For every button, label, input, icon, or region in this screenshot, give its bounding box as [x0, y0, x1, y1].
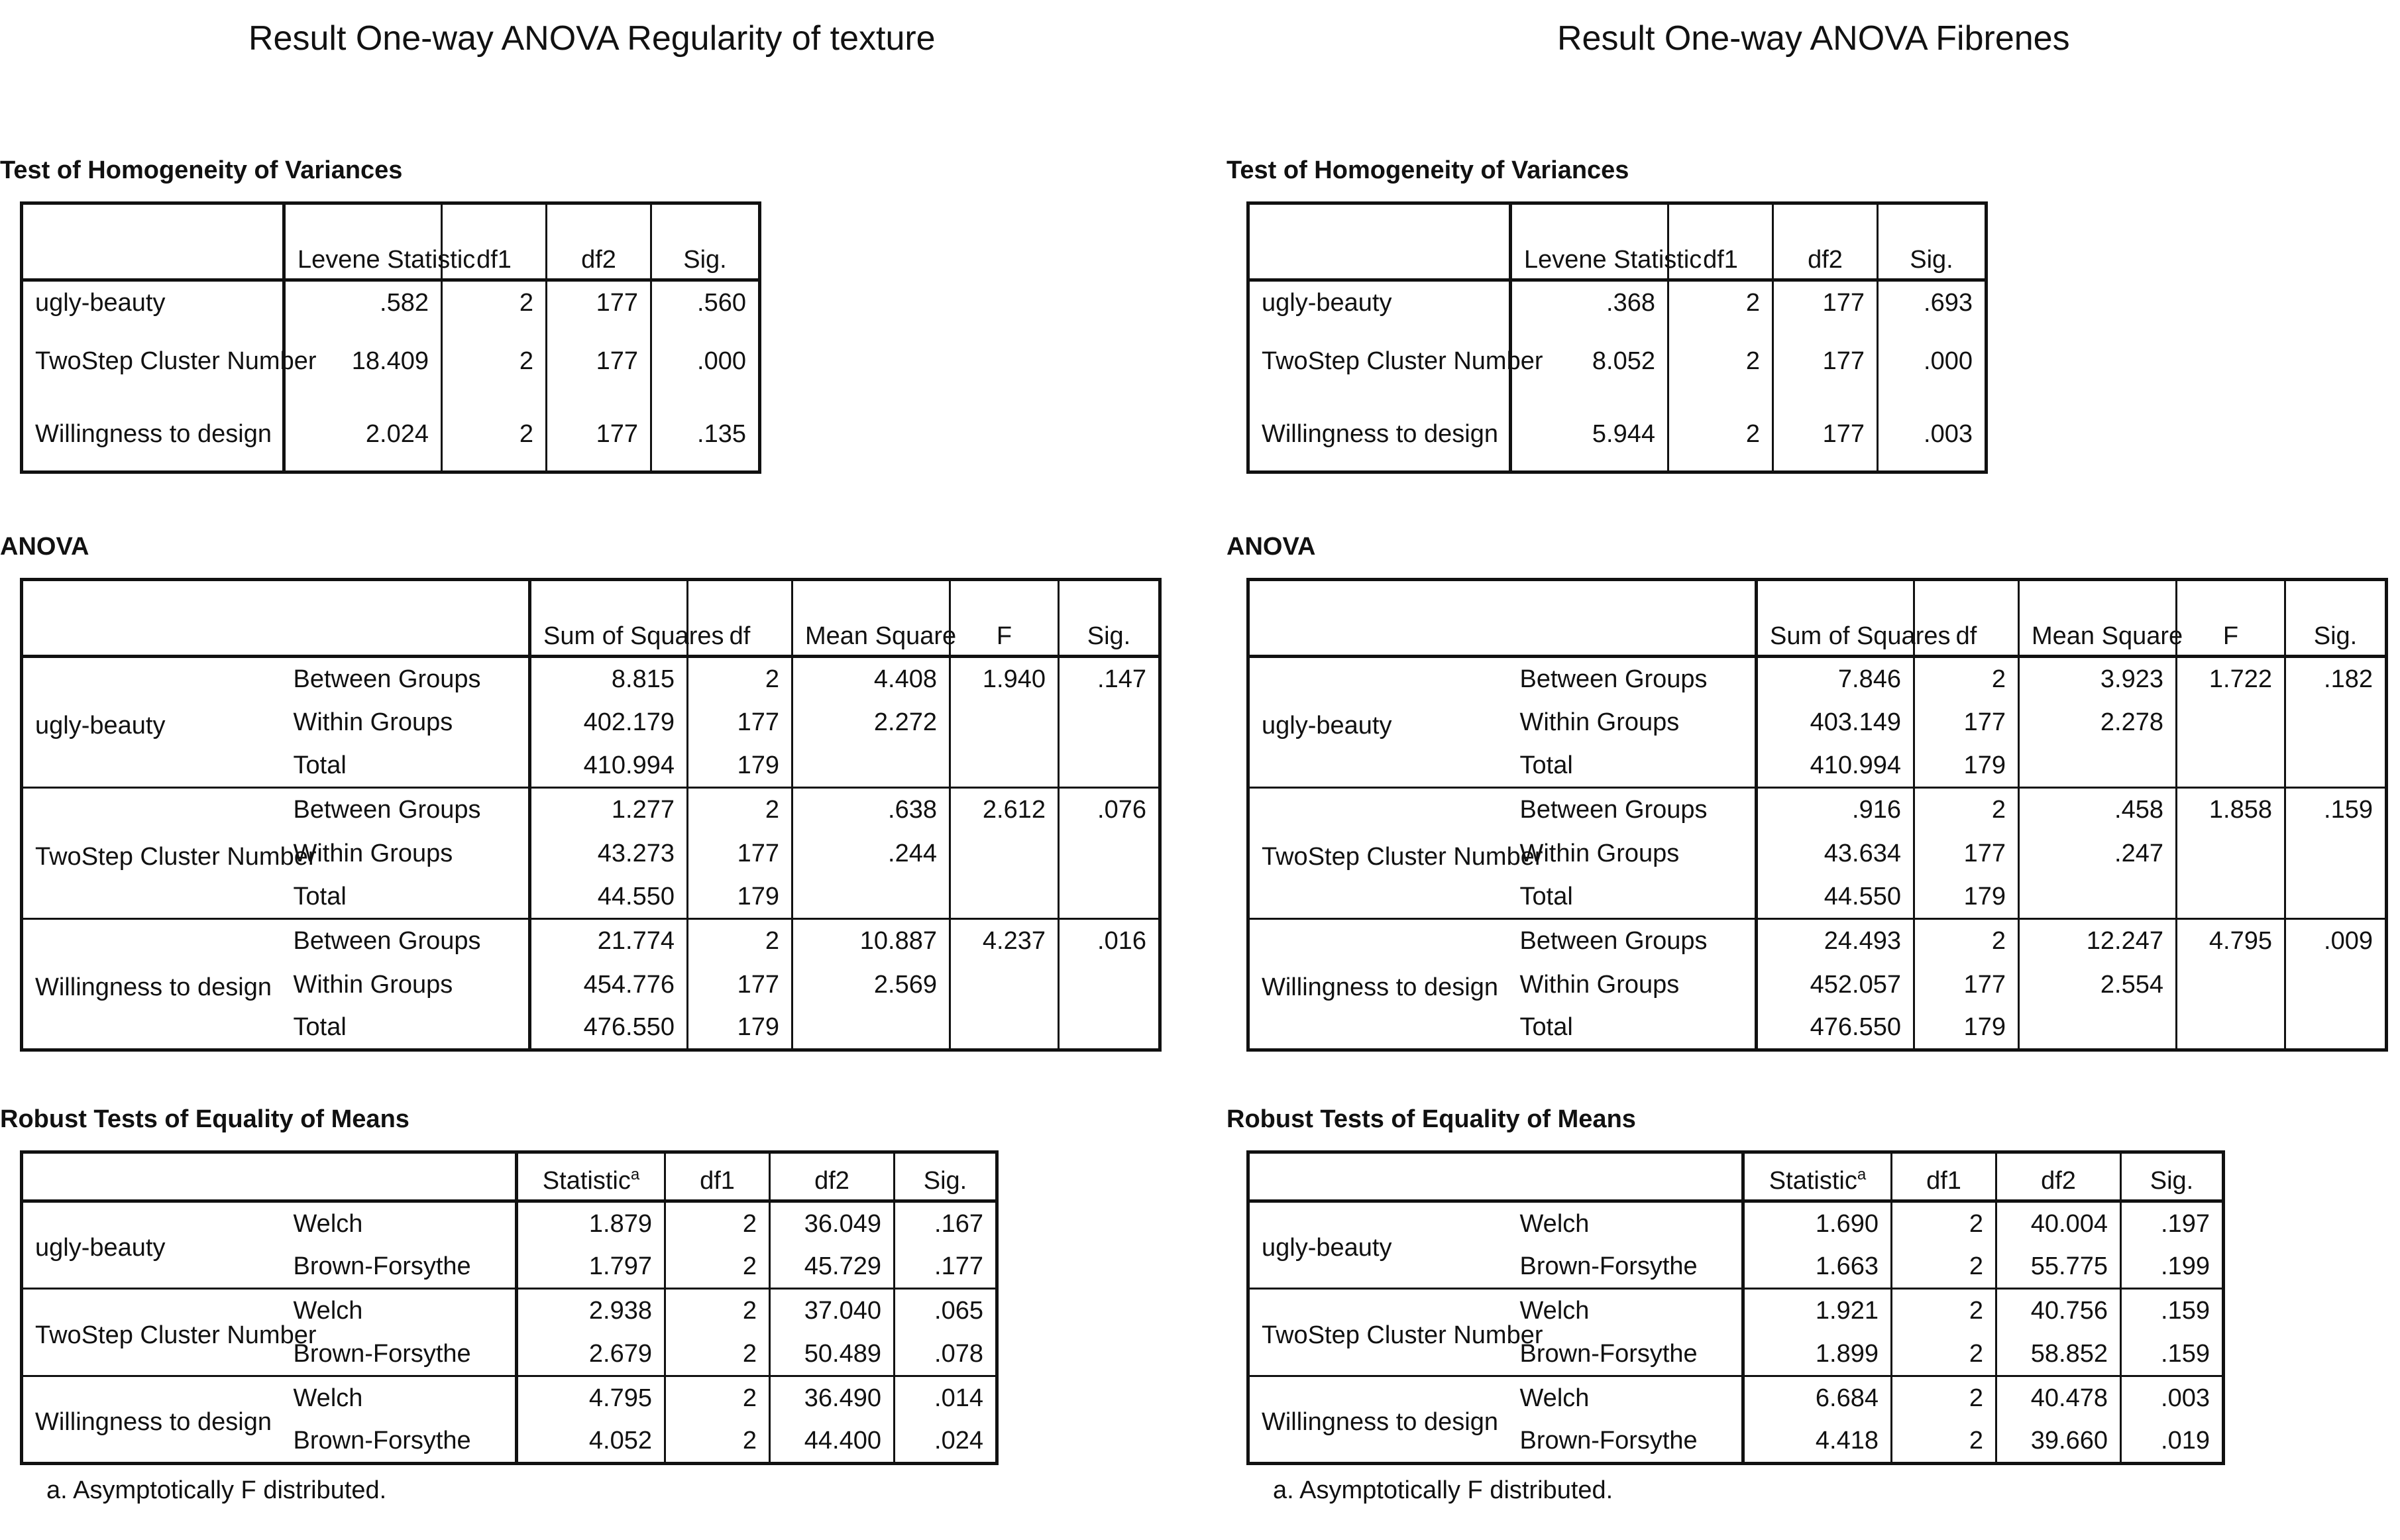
sig-value: [2285, 875, 2387, 919]
df2-value: 37.040: [770, 1289, 895, 1333]
df2-value: 40.004: [1996, 1201, 2121, 1245]
statistic-label: Statistic: [542, 1167, 631, 1195]
sig-value: .078: [895, 1333, 997, 1376]
statistic-value: 1.797: [517, 1245, 665, 1289]
df1-value: 2: [442, 280, 547, 324]
row-label: TwoStep Cluster Number: [35, 347, 317, 375]
statistic-value: 1.663: [1743, 1245, 1892, 1289]
sig-value: .147: [1059, 657, 1160, 700]
header-corner: [22, 1152, 517, 1201]
df-value: 179: [688, 744, 792, 788]
test-label: Brown-Forsythe: [293, 1339, 471, 1368]
test-label: Brown-Forsythe: [1519, 1339, 1698, 1368]
variable-label: ugly-beauty: [35, 1234, 166, 1262]
sum-of-squares-value: 7.846: [1757, 657, 1914, 700]
header-corner: [1248, 1152, 1743, 1201]
test-label: Brown-Forsythe: [1519, 1427, 1698, 1455]
anova-table: [1246, 578, 2388, 1052]
mean-square-value: 2.554: [2019, 963, 2177, 1007]
df1-value: 2: [1892, 1420, 1996, 1464]
source-label: Within Groups: [1519, 839, 1680, 867]
statistic-value: 4.418: [1743, 1420, 1892, 1464]
sig-value: .014: [895, 1376, 997, 1420]
sig-value: .159: [2121, 1333, 2224, 1376]
mean-square-value: 12.247: [2019, 919, 2177, 963]
statistic-value: 6.684: [1743, 1376, 1892, 1420]
sig-value: .009: [2285, 919, 2387, 963]
variable-label: TwoStep Cluster Number: [1248, 788, 1508, 919]
source-label: Within Groups: [293, 708, 453, 736]
df1-value: 2: [1668, 398, 1773, 472]
source-label: Between Groups: [282, 788, 530, 832]
header-statistic: [1743, 1152, 1892, 1201]
table-row: [22, 919, 1160, 963]
f-value: 4.237: [950, 919, 1059, 963]
sig-value: [1059, 875, 1160, 919]
mean-square-value: 2.272: [792, 700, 950, 744]
levene-value: .582: [284, 280, 442, 324]
df1-value: 2: [1892, 1333, 1996, 1376]
variable-label: ugly-beauty: [1262, 712, 1392, 740]
anova-table: [20, 578, 1162, 1052]
df-value: 179: [1914, 875, 2019, 919]
header-corner: [1248, 203, 1511, 280]
test-label: Welch: [293, 1209, 363, 1238]
homogeneity-caption: Test of Homogeneity of Variances: [0, 156, 403, 184]
df2-value: 177: [1773, 398, 1878, 472]
statistic-value: 1.879: [517, 1201, 665, 1245]
sum-of-squares-value: .916: [1757, 788, 1914, 832]
table-row: [1248, 280, 1987, 324]
sig-value: .065: [895, 1289, 997, 1333]
f-value: [950, 700, 1059, 744]
header-df1: df1: [1892, 1152, 1996, 1201]
df2-value: 36.490: [770, 1376, 895, 1420]
sig-value: [2285, 700, 2387, 744]
homogeneity-header-row: [22, 203, 760, 280]
f-value: [950, 875, 1059, 919]
anova-caption: ANOVA: [0, 533, 89, 561]
df1-value: 2: [1892, 1376, 1996, 1420]
sig-value: .000: [651, 324, 760, 398]
test-label: Welch: [282, 1376, 517, 1420]
f-value: [950, 832, 1059, 875]
levene-value: 2.024: [284, 398, 442, 472]
header-df1: df1: [442, 203, 547, 280]
mean-square-value: [2019, 875, 2177, 919]
f-value: [950, 1007, 1059, 1050]
sum-of-squares-value: 24.493: [1757, 919, 1914, 963]
sum-of-squares-value: 21.774: [530, 919, 688, 963]
df1-value: 2: [1668, 280, 1773, 324]
df1-value: 2: [442, 324, 547, 398]
header-sig: Sig.: [2121, 1152, 2224, 1201]
header-f: F: [2177, 580, 2285, 657]
sum-of-squares-value: 403.149: [1757, 700, 1914, 744]
anova-header-row: [1248, 580, 2387, 657]
df1-value: 2: [665, 1376, 770, 1420]
header-sig: Sig.: [1059, 580, 1160, 657]
table-row: [1248, 1201, 2224, 1245]
sig-value: [2285, 744, 2387, 788]
variable-label: ugly-beauty: [35, 712, 166, 740]
header-df1: df1: [665, 1152, 770, 1201]
header-df1: df1: [1668, 203, 1773, 280]
variable-label: Willingness to design: [22, 1376, 282, 1464]
sig-value: .076: [1059, 788, 1160, 832]
test-label: Brown-Forsythe: [293, 1252, 471, 1280]
table-row: [1248, 1376, 2224, 1420]
source-label: Between Groups: [282, 919, 530, 963]
sig-value: .000: [1878, 324, 1987, 398]
df-value: 179: [1914, 744, 2019, 788]
df2-value: 40.756: [1996, 1289, 2121, 1333]
df1-value: 2: [1668, 324, 1773, 398]
table-row: [22, 788, 1160, 832]
header-sig: Sig.: [1878, 203, 1987, 280]
df-value: 2: [1914, 657, 2019, 700]
sig-value: [1059, 744, 1160, 788]
table-row: [22, 280, 760, 324]
statistic-label: Statistic: [1769, 1167, 1857, 1195]
df2-value: 40.478: [1996, 1376, 2121, 1420]
source-label: Within Groups: [293, 970, 453, 999]
df-value: 2: [1914, 788, 2019, 832]
header-corner: [1248, 580, 1757, 657]
variable-label: TwoStep Cluster Number: [1248, 1289, 1508, 1376]
df2-value: 177: [547, 398, 651, 472]
sum-of-squares-value: 8.815: [530, 657, 688, 700]
df2-value: 50.489: [770, 1333, 895, 1376]
f-value: [950, 963, 1059, 1007]
test-label: Welch: [1519, 1209, 1590, 1238]
sum-of-squares-value: 454.776: [530, 963, 688, 1007]
mean-square-value: 4.408: [792, 657, 950, 700]
statistic-value: 2.938: [517, 1289, 665, 1333]
df-value: 2: [688, 788, 792, 832]
mean-square-value: [792, 875, 950, 919]
test-label: Welch: [1508, 1289, 1743, 1333]
levene-value: 8.052: [1511, 324, 1668, 398]
header-levene: Levene Statistic: [284, 203, 442, 280]
robust-table: [20, 1150, 999, 1465]
header-df: df: [1914, 580, 2019, 657]
levene-value: 18.409: [284, 324, 442, 398]
sig-value: .003: [1878, 398, 1987, 472]
variable-label: TwoStep Cluster Number: [22, 1289, 282, 1376]
sig-value: .167: [895, 1201, 997, 1245]
header-mean-square: Mean Square: [792, 580, 950, 657]
sig-value: .177: [895, 1245, 997, 1289]
f-value: [950, 744, 1059, 788]
header-corner: [22, 203, 284, 280]
sum-of-squares-value: 410.994: [1757, 744, 1914, 788]
row-label: Willingness to design: [1262, 420, 1498, 449]
table-row: [1248, 398, 1987, 472]
test-label: Brown-Forsythe: [293, 1427, 471, 1455]
table-row: [22, 398, 760, 472]
footnote-marker: a: [1857, 1166, 1867, 1183]
sum-of-squares-value: 44.550: [1757, 875, 1914, 919]
anova-caption: ANOVA: [1227, 533, 1316, 561]
levene-value: .368: [1511, 280, 1668, 324]
sig-value: [2285, 832, 2387, 875]
f-value: [2177, 744, 2285, 788]
df1-value: 2: [665, 1245, 770, 1289]
df2-value: 44.400: [770, 1420, 895, 1464]
sig-value: [2285, 1007, 2387, 1050]
sig-value: [1059, 832, 1160, 875]
anova-header-row: [22, 580, 1160, 657]
df2-value: 177: [547, 280, 651, 324]
f-value: [2177, 1007, 2285, 1050]
f-value: 1.858: [2177, 788, 2285, 832]
variable-label: Willingness to design: [1248, 919, 1508, 1050]
panel-title: Result One-way ANOVA Fibrenes: [1557, 19, 2070, 58]
df-value: 177: [688, 963, 792, 1007]
variable-label: Willingness to design: [22, 919, 282, 1050]
f-value: 1.722: [2177, 657, 2285, 700]
sum-of-squares-value: 476.550: [530, 1007, 688, 1050]
df1-value: 2: [665, 1420, 770, 1464]
variable-label: ugly-beauty: [1262, 1234, 1392, 1262]
df-value: 179: [688, 875, 792, 919]
robust-header-row: [22, 1152, 997, 1201]
table-row: [22, 657, 1160, 700]
sig-value: .019: [2121, 1420, 2224, 1464]
df2-value: 177: [547, 324, 651, 398]
sum-of-squares-value: 476.550: [1757, 1007, 1914, 1050]
mean-square-value: .458: [2019, 788, 2177, 832]
homogeneity-header-row: [1248, 203, 1987, 280]
sum-of-squares-value: 452.057: [1757, 963, 1914, 1007]
sig-value: [2285, 963, 2387, 1007]
test-label: Welch: [1508, 1376, 1743, 1420]
table-row: [1248, 1289, 2224, 1333]
sig-value: .693: [1878, 280, 1987, 324]
mean-square-value: .244: [792, 832, 950, 875]
source-label: Total: [293, 1013, 347, 1042]
df2-value: 39.660: [1996, 1420, 2121, 1464]
test-label: Welch: [282, 1289, 517, 1333]
table-row: [22, 1289, 997, 1333]
table-row: [22, 324, 760, 398]
sig-value: [1059, 963, 1160, 1007]
header-sum-of-squares: Sum of Squares: [530, 580, 688, 657]
df1-value: 2: [1892, 1201, 1996, 1245]
sum-of-squares-value: 44.550: [530, 875, 688, 919]
sig-value: .560: [651, 280, 760, 324]
source-label: Total: [1519, 882, 1573, 910]
df-value: 179: [1914, 1007, 2019, 1050]
robust-header-row: [1248, 1152, 2224, 1201]
source-label: Within Groups: [293, 839, 453, 867]
header-statistic: [517, 1152, 665, 1201]
header-df2: df2: [1773, 203, 1878, 280]
statistic-value: 1.690: [1743, 1201, 1892, 1245]
source-label: Within Groups: [1519, 970, 1680, 999]
header-mean-square: Mean Square: [2019, 580, 2177, 657]
df-value: 179: [688, 1007, 792, 1050]
panel-title: Result One-way ANOVA Regularity of texture: [248, 19, 936, 58]
row-label: TwoStep Cluster Number: [1262, 347, 1543, 375]
f-value: 1.940: [950, 657, 1059, 700]
mean-square-value: 3.923: [2019, 657, 2177, 700]
header-sum-of-squares: Sum of Squares: [1757, 580, 1914, 657]
footnote-marker: a: [630, 1166, 640, 1183]
footnote: a. Asymptotically F distributed.: [1273, 1476, 1613, 1504]
df-value: 177: [1914, 700, 2019, 744]
f-value: 2.612: [950, 788, 1059, 832]
source-label: Total: [293, 751, 347, 779]
df1-value: 2: [1892, 1289, 1996, 1333]
df2-value: 55.775: [1996, 1245, 2121, 1289]
df1-value: 2: [442, 398, 547, 472]
statistic-value: 2.679: [517, 1333, 665, 1376]
homogeneity-caption: Test of Homogeneity of Variances: [1227, 156, 1629, 184]
header-levene: Levene Statistic: [1511, 203, 1668, 280]
statistic-value: 4.052: [517, 1420, 665, 1464]
df-value: 177: [1914, 832, 2019, 875]
source-label: Between Groups: [1519, 665, 1708, 693]
statistic-value: 1.921: [1743, 1289, 1892, 1333]
statistic-value: 1.899: [1743, 1333, 1892, 1376]
header-f: F: [950, 580, 1059, 657]
row-label: ugly-beauty: [35, 288, 166, 317]
sum-of-squares-value: 402.179: [530, 700, 688, 744]
sig-value: .016: [1059, 919, 1160, 963]
source-label: Total: [1519, 751, 1573, 779]
sum-of-squares-value: 1.277: [530, 788, 688, 832]
mean-square-value: [2019, 744, 2177, 788]
sum-of-squares-value: 43.273: [530, 832, 688, 875]
df-value: 2: [1914, 919, 2019, 963]
mean-square-value: [2019, 1007, 2177, 1050]
source-label: Within Groups: [1519, 708, 1680, 736]
header-df2: df2: [770, 1152, 895, 1201]
statistic-value: 4.795: [517, 1376, 665, 1420]
mean-square-value: [792, 1007, 950, 1050]
mean-square-value: .638: [792, 788, 950, 832]
df-value: 2: [688, 657, 792, 700]
sig-value: .003: [2121, 1376, 2224, 1420]
panel-fibrenes: [1227, 0, 2400, 1540]
variable-label: TwoStep Cluster Number: [22, 788, 282, 919]
table-row: [22, 1376, 997, 1420]
df1-value: 2: [665, 1201, 770, 1245]
df-value: 177: [1914, 963, 2019, 1007]
table-row: [1248, 657, 2387, 700]
table-row: [1248, 324, 1987, 398]
mean-square-value: [792, 744, 950, 788]
mean-square-value: 10.887: [792, 919, 950, 963]
sig-value: .199: [2121, 1245, 2224, 1289]
sum-of-squares-value: 43.634: [1757, 832, 1914, 875]
df2-value: 58.852: [1996, 1333, 2121, 1376]
mean-square-value: 2.278: [2019, 700, 2177, 744]
f-value: [2177, 700, 2285, 744]
df1-value: 2: [665, 1333, 770, 1376]
f-value: 4.795: [2177, 919, 2285, 963]
mean-square-value: .247: [2019, 832, 2177, 875]
f-value: [2177, 875, 2285, 919]
row-label: Willingness to design: [35, 420, 272, 449]
homogeneity-table: [20, 201, 761, 474]
table-row: [22, 1201, 997, 1245]
sig-value: .024: [895, 1420, 997, 1464]
sig-value: .182: [2285, 657, 2387, 700]
robust-caption: Robust Tests of Equality of Means: [0, 1105, 409, 1133]
header-df2: df2: [1996, 1152, 2121, 1201]
sig-value: .159: [2121, 1289, 2224, 1333]
df2-value: 45.729: [770, 1245, 895, 1289]
homogeneity-table: [1246, 201, 1988, 474]
header-sig: Sig.: [895, 1152, 997, 1201]
sig-value: [1059, 1007, 1160, 1050]
table-row: [1248, 919, 2387, 963]
df1-value: 2: [1892, 1245, 1996, 1289]
sig-value: [1059, 700, 1160, 744]
f-value: [2177, 832, 2285, 875]
footnote: a. Asymptotically F distributed.: [46, 1476, 387, 1504]
f-value: [2177, 963, 2285, 1007]
source-label: Total: [1519, 1013, 1573, 1042]
source-label: Total: [293, 882, 347, 910]
header-sig: Sig.: [651, 203, 760, 280]
mean-square-value: 2.569: [792, 963, 950, 1007]
df1-value: 2: [665, 1289, 770, 1333]
source-label: Between Groups: [1508, 919, 1757, 963]
row-label: ugly-beauty: [1262, 288, 1392, 317]
df-value: 2: [688, 919, 792, 963]
df2-value: 177: [1773, 280, 1878, 324]
sig-value: .135: [651, 398, 760, 472]
df-value: 177: [688, 700, 792, 744]
source-label: Between Groups: [293, 665, 481, 693]
table-row: [1248, 788, 2387, 832]
sig-value: .159: [2285, 788, 2387, 832]
variable-label: Willingness to design: [1248, 1376, 1508, 1464]
df2-value: 177: [1773, 324, 1878, 398]
header-df: df: [688, 580, 792, 657]
header-corner: [22, 580, 530, 657]
test-label: Brown-Forsythe: [1519, 1252, 1698, 1280]
df2-value: 36.049: [770, 1201, 895, 1245]
robust-table: [1246, 1150, 2225, 1465]
source-label: Between Groups: [1508, 788, 1757, 832]
df-value: 177: [688, 832, 792, 875]
sum-of-squares-value: 410.994: [530, 744, 688, 788]
levene-value: 5.944: [1511, 398, 1668, 472]
robust-caption: Robust Tests of Equality of Means: [1227, 1105, 1636, 1133]
header-df2: df2: [547, 203, 651, 280]
sig-value: .197: [2121, 1201, 2224, 1245]
header-sig: Sig.: [2285, 580, 2387, 657]
